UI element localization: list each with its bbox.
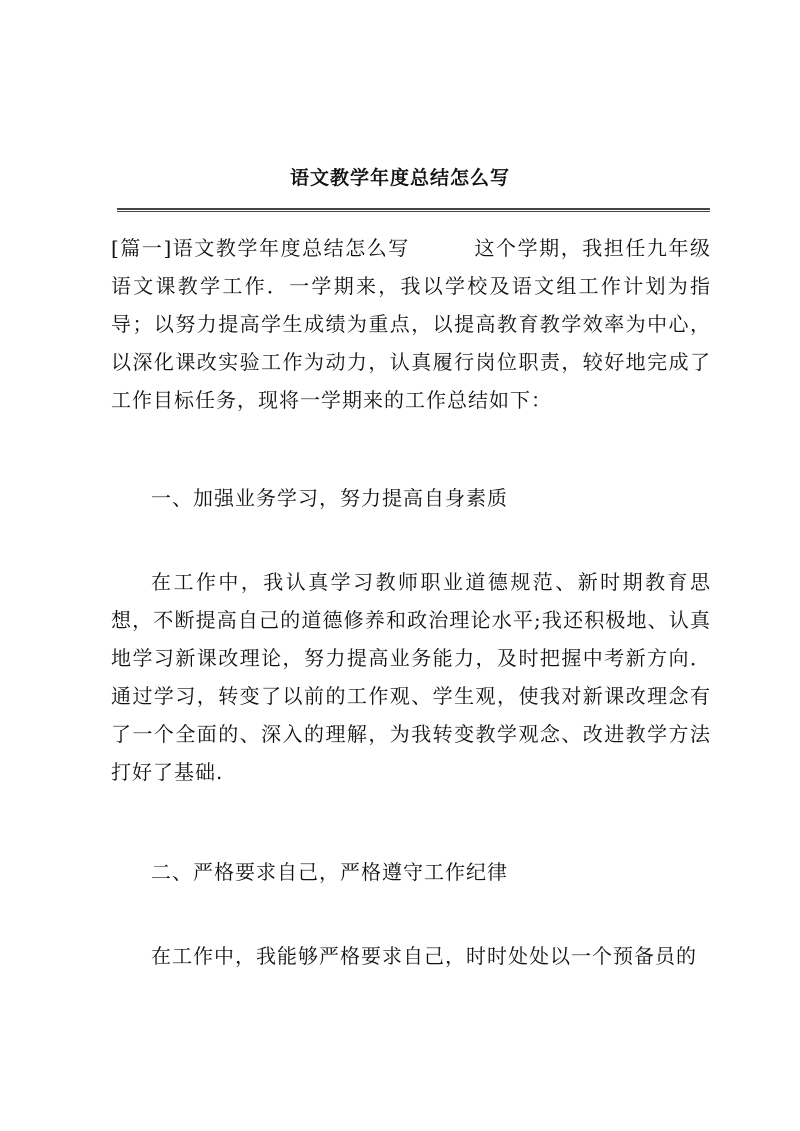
title-divider [117, 208, 710, 212]
section-1-heading: 一、加强业务学习，努力提高自身素质 [151, 486, 508, 510]
section-2-heading: 二、严格要求自己，严格遵守工作纪律 [151, 860, 508, 884]
intro-paragraph: [篇一]语文教学年度总结怎么写 这个学期，我担任九年级语文课教学工作．一学期来，我以学校及语文组工作计划为指导；以努力提高学生成绩为重点，以提高教育教学效率为中心，以深化课改实验工作为动力，认真履行岗位职责，较好地完成了工作目标任务，现将一学期来的工作总结如下： [111, 236, 711, 412]
section-2-paragraph: 在工作中，我能够严格要求自己，时时处处以一个预备员的 [151, 944, 697, 968]
section-1-paragraph: 在工作中，我认真学习教师职业道德规范、新时期教育思想，不断提高自己的道德修养和政治理论水平;我还积极地、认真地学习新课改理论，努力提高业务能力，及时把握中考新方向．通过学习，转变了以前的工作观、学生观，使我对新课改理念有了一个全面的、深入的理解，为我转变教学观念、改进教学方法打好了基础. [111, 570, 711, 784]
document-title: 语文教学年度总结怎么写 [289, 167, 510, 189]
